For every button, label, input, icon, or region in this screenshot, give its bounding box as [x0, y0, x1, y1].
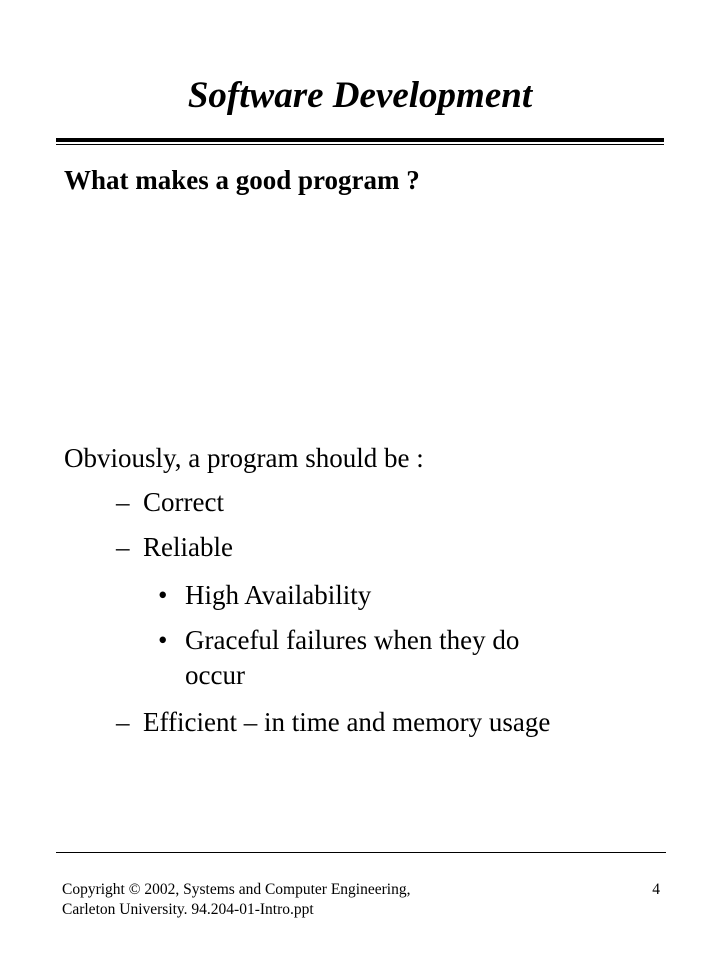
footer-copyright: [62, 880, 410, 920]
list-item-reliable: Reliable: [143, 532, 233, 562]
footer-line-1: Copyright © 2002, Systems and Computer Engineering,: [62, 881, 411, 898]
list-item-correct: Correct: [143, 487, 224, 517]
footer-line-2: Carleton University. 94.204-01-Intro.ppt: [62, 901, 314, 918]
title-divider-thick: [56, 138, 664, 142]
slide-title: Software Development: [187, 75, 533, 116]
intro-text: Obviously, a program should be :: [64, 443, 424, 473]
sub-item-high-availability: High Availability: [185, 580, 372, 610]
footer-divider: [56, 852, 666, 853]
dash-marker: –: [116, 487, 130, 517]
bullet-marker: •: [158, 625, 168, 655]
slide-subtitle: What makes a good program ?: [64, 165, 420, 195]
bullet-marker: •: [158, 580, 168, 610]
list-item-efficient: Efficient – in time and memory usage: [143, 707, 551, 737]
dash-marker: –: [116, 532, 130, 562]
page-number: 4: [652, 881, 660, 898]
sub-item-graceful-failures-line1: Graceful failures when they do: [185, 625, 520, 655]
dash-marker: –: [116, 707, 130, 737]
title-divider-thin: [56, 144, 664, 145]
sub-item-graceful-failures-line2: occur: [185, 660, 245, 690]
